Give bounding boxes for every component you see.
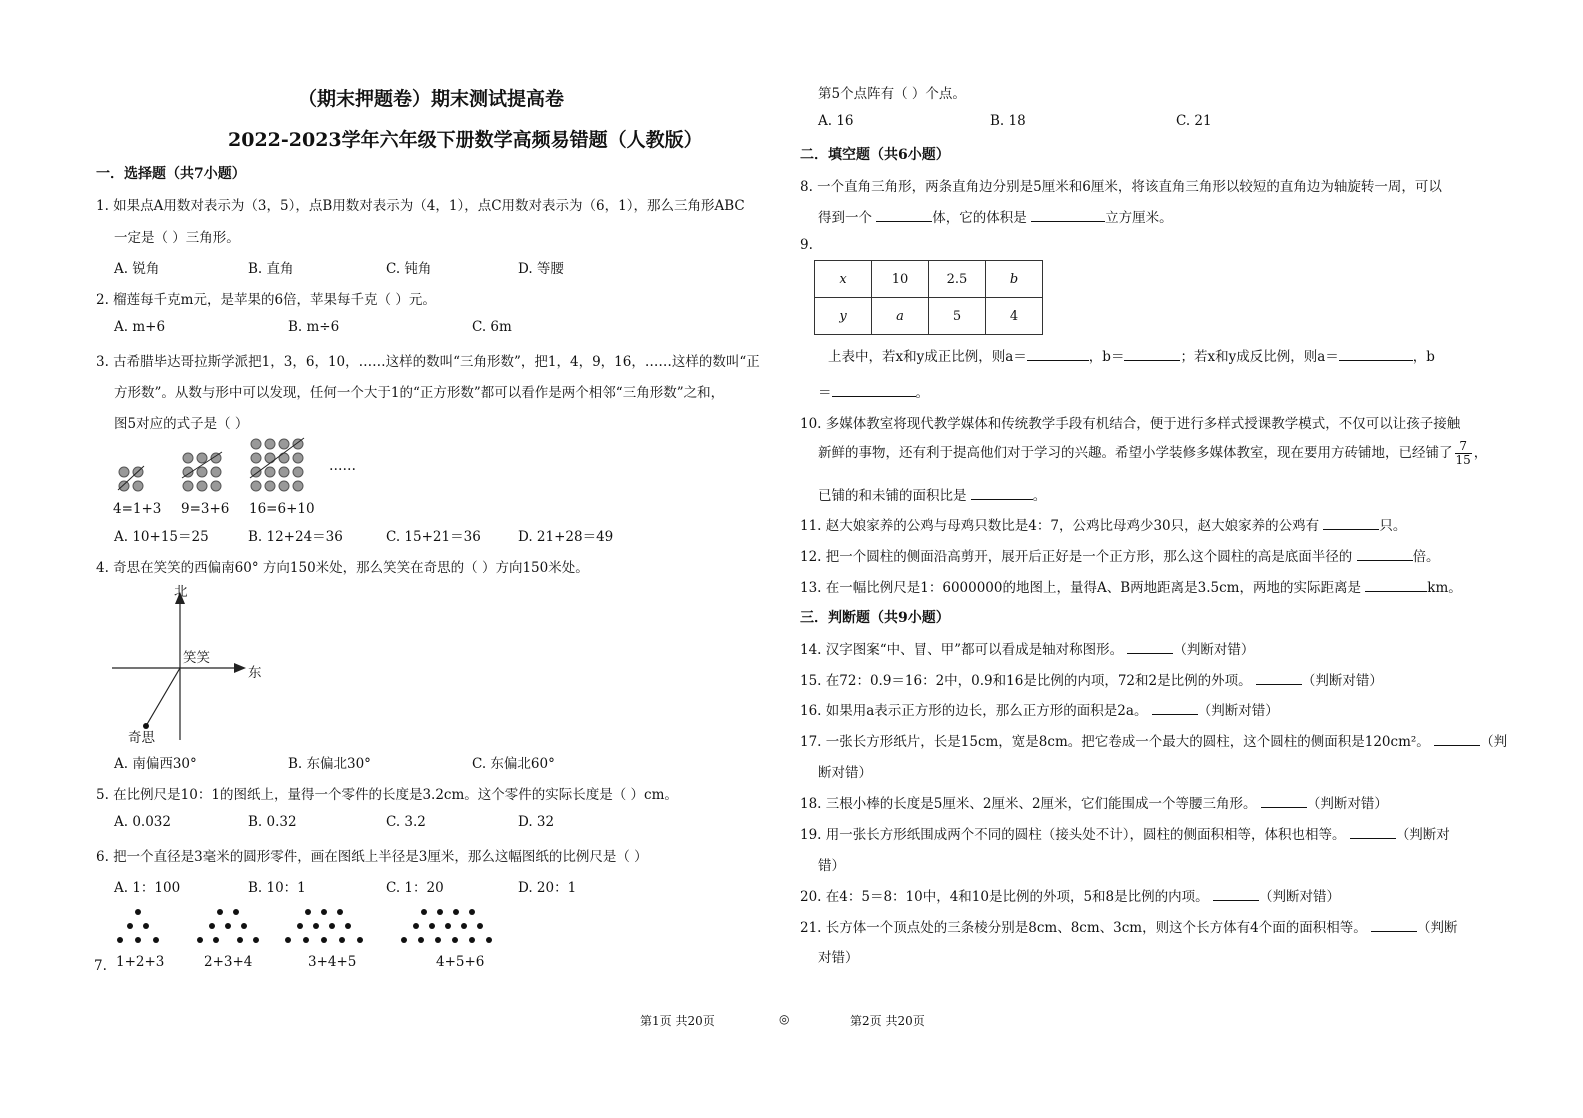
q13 xyxy=(800,576,1462,596)
q9-text-4: ，b xyxy=(1412,349,1435,365)
fraction-numerator: 7 xyxy=(1455,440,1472,454)
q3-fig-label-2: 9=3+6 xyxy=(181,501,230,517)
q4-option-a[interactable]: A. 南偏西30° xyxy=(114,756,197,772)
q7-option-c[interactable]: C. 21 xyxy=(1176,113,1212,129)
q3-line3: 图5对应的式子是（ ） xyxy=(114,416,249,432)
q6-option-b[interactable]: B. 10：1 xyxy=(248,880,306,896)
q10-line2 xyxy=(818,440,1487,467)
q20 xyxy=(800,885,1340,905)
q5-line1: 5. 在比例尺是10：1的图纸上，量得一个零件的长度是3.2cm。这个零件的实际长度是（ ）cm。 xyxy=(96,787,678,803)
q6-option-c[interactable]: C. 1：20 xyxy=(386,880,444,896)
q15-text: 15. 在72：0.9＝16：2中，0.9和16是比例的内项，72和2是比例的外项。 xyxy=(800,673,1252,689)
q21-line2: 对错） xyxy=(818,950,859,966)
q9-cell: a xyxy=(872,298,929,335)
q15-hint: （判断对错） xyxy=(1301,673,1383,689)
q19-hint: （判断对 xyxy=(1395,827,1450,843)
q9-text-2: ，b＝ xyxy=(1088,349,1125,365)
q7-number: 7. xyxy=(94,958,107,974)
q11-unit: 只。 xyxy=(1379,518,1407,534)
q11-blank[interactable] xyxy=(1323,517,1379,530)
q4-line1: 4. 奇思在笑笑的西偏南60° 方向150米处，那么笑笑在奇思的（ ）方向150米处。 xyxy=(96,560,589,576)
q9-blank-a2[interactable] xyxy=(1339,348,1413,361)
footer-page-right: 第2页 共20页 xyxy=(850,1014,925,1028)
q16-text: 16. 如果用a表示正方形的边长，那么正方形的面积是2a。 xyxy=(800,703,1148,719)
east-label: 东 xyxy=(248,665,262,681)
q9-cell: 4 xyxy=(986,298,1043,335)
q19-blank[interactable] xyxy=(1350,826,1396,839)
north-label: 北 xyxy=(174,584,188,600)
q9-cell-x: x xyxy=(815,261,872,298)
q16-hint: （判断对错） xyxy=(1197,703,1279,719)
q13-unit: km。 xyxy=(1427,580,1462,596)
q12 xyxy=(800,545,1440,565)
q5-option-d[interactable]: D. 32 xyxy=(518,814,555,830)
q21-text: 21. 长方体一个顶点处的三条棱分别是8cm、8cm、3cm，则这个长方体有4个面的面积相等。 xyxy=(800,920,1367,936)
q12-text: 12. 把一个圆柱的侧面沿高剪开，展开后正好是一个正方形，那么这个圆柱的高是底面半径的 xyxy=(800,549,1353,565)
q8-text-c: 立方厘米。 xyxy=(1105,210,1173,226)
q9-blank-b2[interactable] xyxy=(832,384,916,397)
q6-option-a[interactable]: A. 1：100 xyxy=(114,880,181,896)
q7-dot-figure xyxy=(108,904,508,950)
q2-line1: 2. 榴莲每千克m元，是苹果的6倍，苹果每千克（ ）元。 xyxy=(96,292,436,308)
q10-text-3-end: 。 xyxy=(1032,488,1047,504)
q18-text: 18. 三根小棒的长度是5厘米、2厘米、2厘米，它们能围成一个等腰三角形。 xyxy=(800,796,1257,812)
q20-text: 20. 在4：5＝8：10中，4和10是比例的外项，5和8是比例的内项。 xyxy=(800,889,1209,905)
q9-table xyxy=(814,260,1043,335)
q2-option-c[interactable]: C. 6m xyxy=(472,319,512,335)
q5-option-a[interactable]: A. 0.032 xyxy=(114,814,171,830)
q2-option-a[interactable]: A. m+6 xyxy=(114,319,166,335)
q3-line1: 3. 古希腊毕达哥拉斯学派把1，3，6，10，……这样的数叫“三角形数”，把1，4，9，16，……这样的数叫“正 xyxy=(96,354,760,370)
q16 xyxy=(800,699,1279,719)
q9-text-1: 上表中，若x和y成正比例，则a＝ xyxy=(828,349,1027,365)
section-choice: 一．选择题（共7小题） xyxy=(96,166,246,182)
q21-hint: （判断 xyxy=(1417,920,1458,936)
q9-number: 9. xyxy=(800,237,813,253)
q20-hint: （判断对错） xyxy=(1258,889,1340,905)
q15-blank[interactable] xyxy=(1256,672,1302,685)
q9-text-3: ；若x和y成反比例，则a＝ xyxy=(1180,349,1339,365)
q17-text: 17. 一张长方形纸片，长是15cm，宽是8cm。把它卷成一个最大的圆柱，这个圆柱的侧面积是120cm²。 xyxy=(800,734,1430,750)
q7-fig-label-1: 1+2+3 xyxy=(116,954,165,970)
q15 xyxy=(800,669,1383,689)
q9-text-6: 。 xyxy=(915,385,929,401)
q10-line3 xyxy=(818,484,1046,504)
q11 xyxy=(800,514,1406,534)
q4-option-b[interactable]: B. 东偏北30° xyxy=(288,756,371,772)
q3-option-b[interactable]: B. 12+24＝36 xyxy=(248,529,343,545)
q14-text: 14. 汉字图案“中、冒、甲”都可以看成是轴对称图形。 xyxy=(800,642,1124,658)
q19-text: 19. 用一张长方形纸围成两个不同的圆柱（接头处不计），圆柱的侧面积相等，体积也相等。 xyxy=(800,827,1346,843)
q7-fig-label-4: 4+5+6 xyxy=(436,954,485,970)
q8-blank-volume[interactable] xyxy=(1031,209,1105,222)
q3-fig-label-1: 4=1+3 xyxy=(113,501,162,517)
q19 xyxy=(800,823,1450,843)
q17-line2: 断对错） xyxy=(818,765,872,781)
xiaoxiao-label: 笑笑 xyxy=(183,650,210,666)
q2-option-b[interactable]: B. m÷6 xyxy=(288,319,340,335)
q1-line2: 一定是（ ）三角形。 xyxy=(114,230,240,246)
q1-option-d[interactable]: D. 等腰 xyxy=(518,261,564,277)
q8-line2 xyxy=(818,206,1173,226)
q18 xyxy=(800,792,1388,812)
q17-hint: （判 xyxy=(1480,734,1508,750)
q10-text-2-end: ， xyxy=(1473,445,1488,461)
q14-blank[interactable] xyxy=(1127,641,1173,654)
q3-line2: 方形数”。从数与形中可以发现，任何一个大于1的“正方形数”都可以看作是两个相邻“三角形数”之和， xyxy=(114,385,725,401)
q13-text: 13. 在一幅比例尺是1：6000000的地图上，量得A、B两地距离是3.5cm，两地的实际距离是 xyxy=(800,580,1361,596)
q10-fraction xyxy=(1455,440,1472,467)
footer-page-left: 第1页 共20页 xyxy=(640,1014,715,1028)
q10-text-2: 新鲜的事物，还有利于提高他们对于学习的兴趣。希望小学装修多媒体教室，现在要用方砖铺地，已经铺了 xyxy=(818,445,1453,461)
q17 xyxy=(800,730,1507,750)
q9-cell: b xyxy=(986,261,1043,298)
q6-option-d[interactable]: D. 20：1 xyxy=(518,880,577,896)
q5-option-c[interactable]: C. 3.2 xyxy=(386,814,426,830)
q8-blank-shape[interactable] xyxy=(876,209,932,222)
q1-option-a[interactable]: A. 锐角 xyxy=(114,261,160,277)
q21-blank[interactable] xyxy=(1371,919,1417,932)
q9-line2 xyxy=(818,381,929,401)
q4-option-c[interactable]: C. 东偏北60° xyxy=(472,756,555,772)
q10-blank-ratio[interactable] xyxy=(971,487,1033,500)
q11-text: 11. 赵大娘家养的公鸡与母鸡只数比是4：7，公鸡比母鸡少30只，赵大娘家养的公鸡有 xyxy=(800,518,1320,534)
q7-option-a[interactable]: A. 16 xyxy=(818,113,854,129)
q9-cell: 10 xyxy=(872,261,929,298)
q3-option-a[interactable]: A. 10+15＝25 xyxy=(114,529,209,545)
q3-fig-label-3: 16=6+10 xyxy=(249,501,315,517)
qisi-label: 奇思 xyxy=(128,730,155,746)
q7-fig-label-2: 2+3+4 xyxy=(204,954,253,970)
q9-blank-a1[interactable] xyxy=(1027,348,1089,361)
q9-cell-y: y xyxy=(815,298,872,335)
q1-line1: 1. 如果点A用数对表示为（3，5），点B用数对表示为（4，1），点C用数对表示为（6，1），那么三角形ABC xyxy=(96,198,745,214)
q6-line1: 6. 把一个直径是3毫米的圆形零件，画在图纸上半径是3厘米，那么这幅图纸的比例尺是（ ） xyxy=(96,849,648,865)
footer-center-mark: ◎ xyxy=(779,1012,790,1026)
q8-line1: 8. 一个直角三角形，两条直角边分别是5厘米和6厘米，将该直角三角形以较短的直角边为轴旋转一周，可以 xyxy=(800,179,1442,195)
q7-option-b[interactable]: B. 18 xyxy=(990,113,1026,129)
q17-blank[interactable] xyxy=(1434,733,1480,746)
q9-line1 xyxy=(828,345,1435,365)
q7-fig-label-3: 3+4+5 xyxy=(308,954,357,970)
q19-line2: 错） xyxy=(818,858,845,874)
q5-option-b[interactable]: B. 0.32 xyxy=(248,814,297,830)
q9-cell: 5 xyxy=(929,298,986,335)
q10-line1: 10. 多媒体教室将现代教学媒体和传统教学手段有机结合，便于进行多样式授课教学模式，不仅可以让孩子接触 xyxy=(800,416,1461,432)
q20-blank[interactable] xyxy=(1213,888,1259,901)
q12-blank[interactable] xyxy=(1357,548,1413,561)
q3-option-c[interactable]: C. 15+21＝36 xyxy=(386,529,481,545)
q18-blank[interactable] xyxy=(1261,795,1307,808)
q1-option-b[interactable]: B. 直角 xyxy=(248,261,294,277)
q9-cell: 2.5 xyxy=(929,261,986,298)
q3-fig-ellipsis: …… xyxy=(329,458,356,474)
q8-text-b: 体，它的体积是 xyxy=(932,210,1027,226)
q21 xyxy=(800,916,1458,936)
q10-text-3: 已铺的和未铺的面积比是 xyxy=(818,488,967,504)
q16-blank[interactable] xyxy=(1152,702,1198,715)
section-judge: 三．判断题（共9小题） xyxy=(800,610,950,626)
q9-text-5: ＝ xyxy=(818,385,832,401)
q13-blank[interactable] xyxy=(1365,579,1427,592)
q7-line2: 第5个点阵有（ ）个点。 xyxy=(818,86,966,102)
q14 xyxy=(800,638,1254,658)
q12-unit: 倍。 xyxy=(1412,549,1440,565)
q8-text-a: 得到一个 xyxy=(818,210,872,226)
title-line-1: （期末押题卷）期末测试提高卷 xyxy=(298,88,565,110)
q3-option-d[interactable]: D. 21+28＝49 xyxy=(518,529,614,545)
q1-option-c[interactable]: C. 钝角 xyxy=(386,261,432,277)
title-line-2: 2022-2023学年六年级下册数学高频易错题（人教版） xyxy=(228,129,703,151)
q18-hint: （判断对错） xyxy=(1306,796,1388,812)
section-fill: 二．填空题（共6小题） xyxy=(800,147,950,163)
q14-hint: （判断对错） xyxy=(1173,642,1255,658)
fraction-denominator: 15 xyxy=(1455,453,1471,467)
q9-blank-b1[interactable] xyxy=(1124,348,1180,361)
